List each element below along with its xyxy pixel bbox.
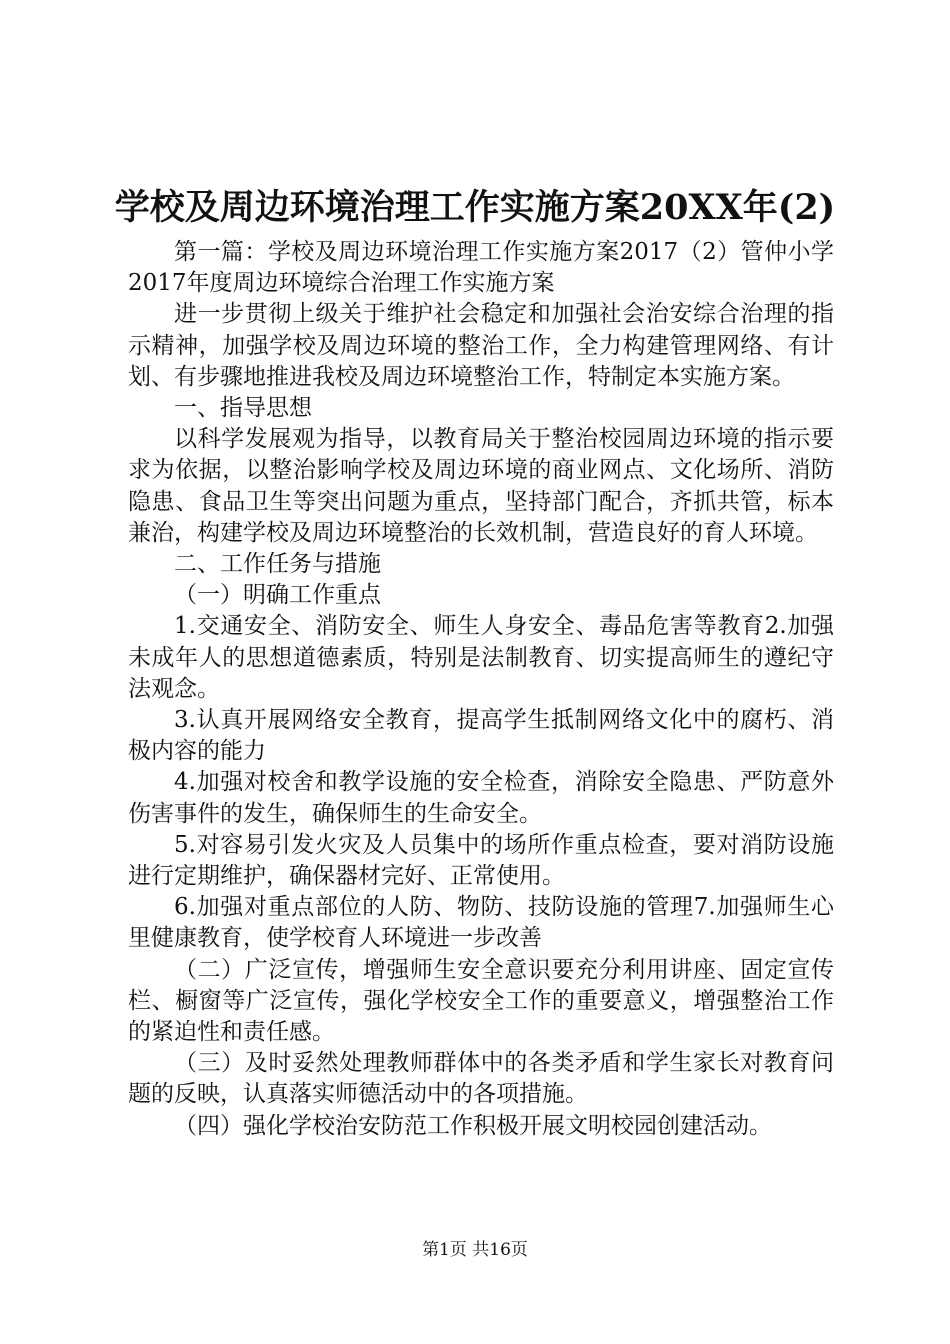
paragraph-guiding-thought: 以科学发展观为指导，以教育局关于整治校园周边环境的指示要求为依据，以整治影响学校及周边环境的商业网点、文化场所、消防隐患、食品卫生等突出问题为重点，坚持部门配合，齐抓共管，标本兼治，构建学校及周边环境整治的长效机制，营造良好的育人环境。 bbox=[128, 426, 834, 546]
subsection-heading-focus: （一）明确工作重点 bbox=[174, 582, 381, 609]
list-item-5: 5.对容易引发火灾及人员集中的场所作重点检查，要对消防设施进行定期维护，确保器材完好、正常使用。 bbox=[128, 831, 834, 890]
list-item-1-2: 1.交通安全、消防安全、师生人身安全、毒品危害等教育2.加强未成年人的思想道德素质，特别是法制教育、切实提高师生的遵纪守法观念。 bbox=[128, 613, 834, 702]
list-item-4: 4.加强对校舍和教学设施的安全检查，消除安全隐患、严防意外伤害事件的发生，确保师生的生命安全。 bbox=[128, 769, 834, 827]
paragraph-security: （四）强化学校治安防范工作积极开展文明校园创建活动。 bbox=[174, 1112, 772, 1139]
page-footer: 第1页 共16页 bbox=[422, 1240, 528, 1260]
document-body bbox=[128, 237, 834, 1142]
list-item-6-7: 6.加强对重点部位的人防、物防、技防设施的管理7.加强师生心里健康教育，使学校育人环境进一步改善 bbox=[128, 894, 834, 952]
list-item-3: 3.认真开展网络安全教育，提高学生抵制网络文化中的腐朽、消极内容的能力 bbox=[128, 707, 834, 765]
paragraph-conflicts: （三）及时妥然处理教师群体中的各类矛盾和学生家长对教育问题的反映，认真落实师德活动中的各项措施。 bbox=[128, 1050, 834, 1108]
section-heading-tasks: 二、工作任务与措施 bbox=[174, 551, 381, 578]
section-heading-guiding-thought: 一、指导思想 bbox=[174, 395, 312, 422]
paragraph-publicity: （二）广泛宣传，增强师生安全意识要充分利用讲座、固定宣传栏、橱窗等广泛宣传，强化学校安全工作的重要意义，增强整治工作的紧迫性和责任感。 bbox=[128, 956, 834, 1046]
paragraph-purpose: 进一步贯彻上级关于维护社会稳定和加强社会治安综合治理的指示精神，加强学校及周边环境的整治工作，全力构建管理网络、有计划、有步骤地推进我校及周边环境整治工作，特制定本实施方案。 bbox=[128, 301, 834, 390]
paragraph-intro: 第一篇：学校及周边环境治理工作实施方案2017（2）管仲小学2017年度周边环境综合治理工作实施方案 bbox=[128, 239, 834, 297]
document-title: 学校及周边环境治理工作实施方案20XX年(2) bbox=[114, 187, 836, 228]
